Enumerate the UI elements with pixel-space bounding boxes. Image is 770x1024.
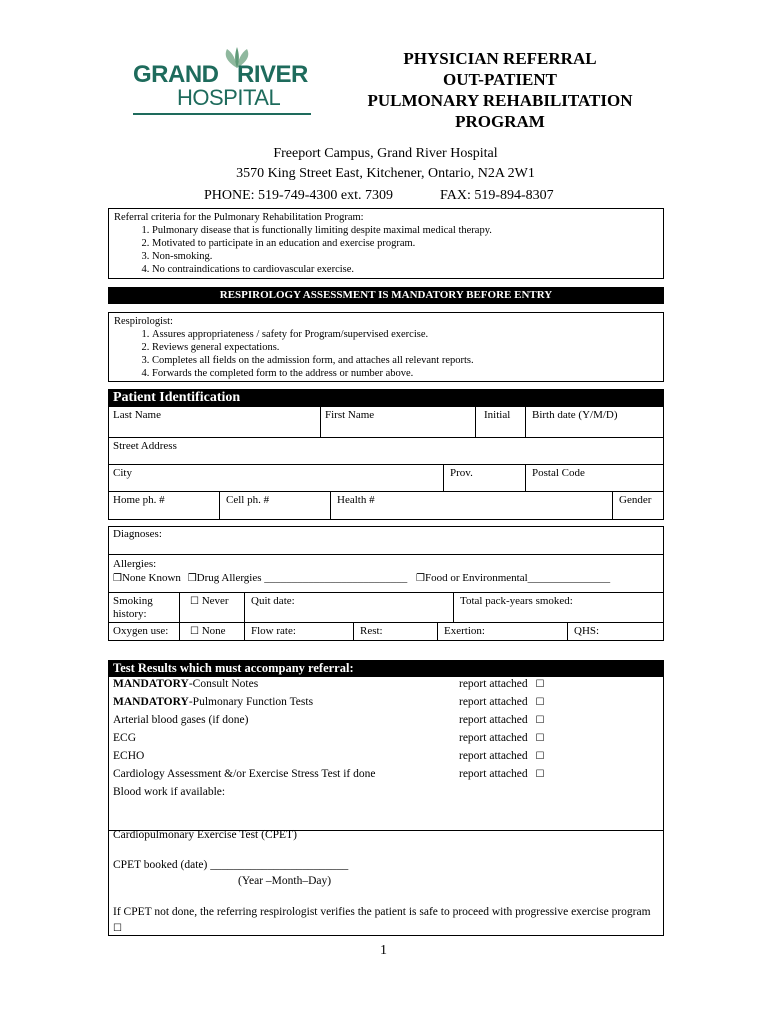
none-known-label: None Known bbox=[121, 572, 181, 584]
test-label: -Pulmonary Function Tests bbox=[188, 696, 314, 708]
qhs-field[interactable]: QHS: bbox=[567, 622, 663, 640]
drug-allergies-label: Drug Allergies __________________________ bbox=[196, 572, 408, 584]
respirologist-heading: Respirologist: bbox=[114, 316, 173, 327]
report-attached-checkbox[interactable]: ☐ bbox=[535, 715, 545, 726]
report-attached-checkbox[interactable]: ☐ bbox=[535, 769, 545, 780]
street-address-field[interactable]: Street Address bbox=[109, 437, 663, 464]
test-row bbox=[113, 711, 663, 729]
test-label: ECG bbox=[113, 732, 136, 744]
test-row bbox=[113, 693, 663, 711]
hospital-logo bbox=[133, 47, 313, 117]
respirologist-list bbox=[114, 328, 658, 380]
city-field[interactable]: City bbox=[109, 464, 443, 491]
criteria-item: 2. Motivated to participate in an education and exercise program. bbox=[152, 237, 658, 250]
report-attached-checkbox[interactable]: ☐ bbox=[535, 733, 545, 744]
exertion-field[interactable]: Exertion: bbox=[437, 622, 567, 640]
birth-date-field[interactable]: Birth date (Y/M/D) bbox=[525, 407, 663, 437]
criteria-heading: Referral criteria for the Pulmonary Rehabilitation Program: bbox=[114, 212, 364, 223]
test-status: report attached bbox=[459, 732, 528, 744]
quit-date-field[interactable]: Quit date: bbox=[244, 592, 453, 622]
allergies-label: Allergies: bbox=[113, 558, 157, 570]
logo-underline bbox=[133, 113, 311, 115]
health-number-field[interactable]: Health # bbox=[330, 491, 612, 519]
title-line-4: PROGRAM bbox=[455, 112, 545, 131]
none-oxygen-checkbox[interactable]: ☐ bbox=[190, 626, 199, 637]
home-phone-field[interactable]: Home ph. # bbox=[109, 491, 219, 519]
food-environmental-label: Food or Environmental_______________ bbox=[425, 572, 611, 584]
test-label: -Consult Notes bbox=[188, 678, 259, 690]
logo-word-grand: GRAND bbox=[133, 61, 219, 88]
mandatory-banner: RESPIROLOGY ASSESSMENT IS MANDATORY BEFORE ENTRY bbox=[108, 287, 664, 304]
medical-history-table bbox=[108, 526, 664, 641]
test-mandatory-label: MANDATORY bbox=[113, 678, 189, 690]
blood-work-field[interactable]: Blood work if available: bbox=[113, 786, 226, 798]
referral-criteria-box bbox=[108, 208, 664, 279]
cpet-note bbox=[113, 904, 661, 937]
logo-word-river: RIVER bbox=[237, 61, 308, 88]
report-attached-checkbox[interactable]: ☐ bbox=[535, 697, 545, 708]
test-mandatory-label: MANDATORY bbox=[113, 696, 189, 708]
test-status: report attached bbox=[459, 678, 528, 690]
test-status: report attached bbox=[459, 714, 528, 726]
title-line-1: PHYSICIAN REFERRAL bbox=[403, 49, 597, 68]
form-title bbox=[340, 48, 660, 132]
phone-number: PHONE: 519-749-4300 ext. 7309 bbox=[204, 188, 393, 203]
address-line-2: 3570 King Street East, Kitchener, Ontario, N2A 2W1 bbox=[236, 166, 535, 181]
food-environmental-checkbox[interactable]: ❒ bbox=[416, 573, 425, 584]
never-option[interactable] bbox=[179, 592, 244, 622]
postal-code-field[interactable]: Postal Code bbox=[525, 464, 663, 491]
cpet-note-text: If CPET not done, the referring respirologist verifies the patient is safe to proceed with progressive exercise program bbox=[113, 906, 651, 918]
fax-number: FAX: 519-894-8307 bbox=[440, 188, 554, 203]
last-name-field[interactable]: Last Name bbox=[113, 409, 161, 421]
safe-to-proceed-checkbox[interactable]: ☐ bbox=[113, 923, 122, 934]
pack-years-field[interactable]: Total pack-years smoked: bbox=[453, 592, 663, 622]
title-line-2: OUT-PATIENT bbox=[443, 70, 557, 89]
test-status: report attached bbox=[459, 696, 528, 708]
report-attached-checkbox[interactable]: ☐ bbox=[535, 751, 545, 762]
address-line-1: Freeport Campus, Grand River Hospital bbox=[273, 146, 498, 161]
test-row bbox=[113, 747, 663, 765]
smoking-history-label: Smoking history: bbox=[109, 592, 179, 622]
drug-allergies-checkbox[interactable]: ❒ bbox=[187, 573, 197, 584]
cpet-label: Cardiopulmonary Exercise Test (CPET) bbox=[113, 829, 297, 841]
respirologist-box bbox=[108, 312, 664, 382]
logo-word-hospital: HOSPITAL bbox=[177, 85, 281, 110]
gender-field[interactable]: Gender bbox=[612, 491, 663, 519]
none-known-checkbox[interactable]: ❒ bbox=[113, 573, 122, 584]
test-row bbox=[113, 765, 663, 783]
respirologist-item: 3. Completes all fields on the admission form, and attaches all relevant reports. bbox=[152, 354, 658, 367]
criteria-item: 3. Non-smoking. bbox=[152, 250, 658, 263]
test-label: ECHO bbox=[113, 750, 145, 762]
rest-field[interactable]: Rest: bbox=[353, 622, 437, 640]
none-oxygen-option[interactable] bbox=[179, 622, 244, 640]
flow-rate-field[interactable]: Flow rate: bbox=[244, 622, 353, 640]
test-label: Cardiology Assessment &/or Exercise Stress Test if done bbox=[113, 768, 376, 780]
patient-identification-heading: Patient Identification bbox=[108, 389, 664, 406]
test-status: report attached bbox=[459, 768, 528, 780]
criteria-item: 1. Pulmonary disease that is functionally limiting despite maximal medical therapy. bbox=[152, 224, 658, 237]
test-row bbox=[113, 675, 663, 693]
cpet-date-format: (Year –Month–Day) bbox=[238, 875, 332, 887]
test-results-heading: Test Results which must accompany referral: bbox=[108, 660, 664, 676]
initial-field[interactable]: Initial bbox=[475, 407, 525, 437]
respirologist-item: 4. Forwards the completed form to the address or number above. bbox=[152, 367, 658, 380]
none-oxygen-label: None bbox=[201, 625, 226, 637]
test-label: Arterial blood gases (if done) bbox=[113, 714, 249, 726]
criteria-item: 4. No contraindications to cardiovascular exercise. bbox=[152, 263, 658, 276]
title-line-3: PULMONARY REHABILITATION bbox=[367, 91, 633, 110]
first-name-field[interactable]: First Name bbox=[320, 407, 475, 437]
page-number: 1 bbox=[380, 943, 387, 958]
report-attached-checkbox[interactable]: ☐ bbox=[535, 679, 545, 690]
respirologist-item: 2. Reviews general expectations. bbox=[152, 341, 658, 354]
criteria-list bbox=[114, 224, 658, 276]
respirologist-item: 1. Assures appropriateness / safety for Program/supervised exercise. bbox=[152, 328, 658, 341]
test-status: report attached bbox=[459, 750, 528, 762]
test-row bbox=[113, 729, 663, 747]
cpet-booked-field[interactable]: CPET booked (date) ________________________ bbox=[113, 859, 349, 871]
never-label: Never bbox=[201, 595, 229, 607]
never-checkbox[interactable]: ☐ bbox=[190, 596, 199, 607]
oxygen-use-label: Oxygen use: bbox=[109, 622, 179, 640]
province-field[interactable]: Prov. bbox=[443, 464, 525, 491]
allergies-section bbox=[109, 554, 663, 592]
diagnoses-field[interactable]: Diagnoses: bbox=[113, 528, 162, 540]
cell-phone-field[interactable]: Cell ph. # bbox=[219, 491, 330, 519]
patient-identification-table bbox=[108, 406, 664, 520]
